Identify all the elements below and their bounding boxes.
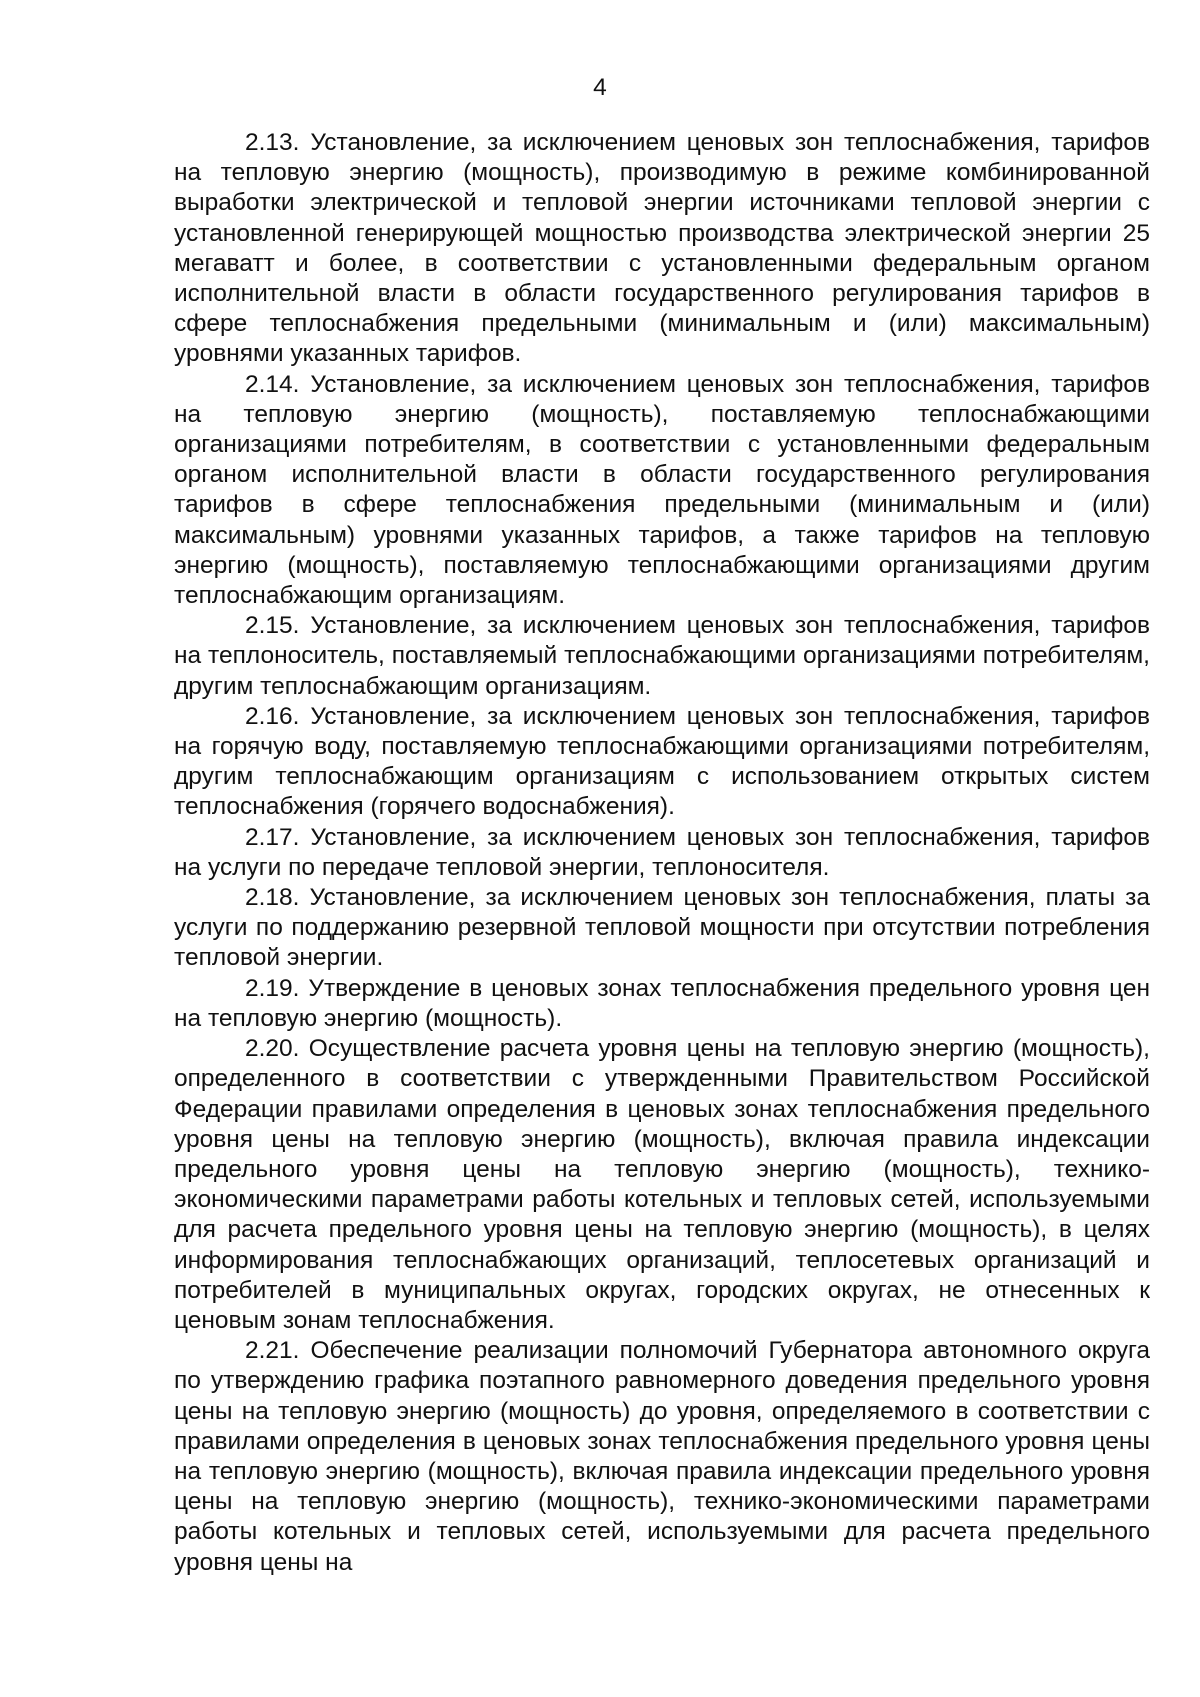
paragraph-2-17: 2.17. Установление, за исключением ценовых зон теплоснабжения, тарифов на услуги по передаче тепловой энергии, теплоносителя. [174, 823, 1150, 881]
page-number: 4 [593, 74, 607, 101]
paragraph-2-14: 2.14. Установление, за исключением ценовых зон теплоснабжения, тарифов на тепловую энергию (мощность), поставляемую теплоснабжающими организациями потребителям, в соответствии с установленными федеральным органом исполнительной власти в области государственного регулирования тарифов в сфере теплоснабжения предельными (минимальным и (или) максимальным) уровнями указанных тарифов, а также тарифов на тепловую энергию (мощность), поставляемую теплоснабжающими организациями другим теплоснабжающим организациям. [174, 370, 1150, 610]
document-body [174, 128, 1150, 1578]
paragraph-2-21: 2.21. Обеспечение реализации полномочий Губернатора автономного округа по утверждению графика поэтапного равномерного доведения предельного уровня цены на тепловую энергию (мощность) до уровня, определяемого в соответствии с правилами определения в ценовых зонах теплоснабжения предельного уровня цены на тепловую энергию (мощность), включая правила индексации предельного уровня цены на тепловую энергию (мощность), технико-экономическими параметрами работы котельных и тепловых сетей, используемыми для расчета предельного уровня цены на [174, 1337, 1150, 1576]
paragraph-2-20: 2.20. Осуществление расчета уровня цены на тепловую энергию (мощность), определенного в соответствии с утвержденными Правительством Российской Федерации правилами определения в ценовых зонах теплоснабжения предельного уровня цены на тепловую энергию (мощность), включая правила индексации предельного уровня цены на тепловую энергию (мощность), технико-экономическими параметрами работы котельных и тепловых сетей, используемыми для расчета предельного уровня цены на тепловую энергию (мощность), в целях информирования теплоснабжающих организаций, теплосетевых организаций и потребителей в муниципальных округах, городских округах, не отнесенных к ценовым зонам теплоснабжения. [174, 1035, 1150, 1334]
paragraph-2-18: 2.18. Установление, за исключением ценовых зон теплоснабжения, платы за услуги по поддержанию резервной тепловой мощности при отсутствии потребления тепловой энергии. [174, 884, 1150, 972]
paragraph-2-13: 2.13. Установление, за исключением ценовых зон теплоснабжения, тарифов на тепловую энергию (мощность), производимую в режиме комбинированной выработки электрической и тепловой энергии источниками тепловой энергии с установленной генерирующей мощностью производства электрической энергии 25 мегаватт и более, в соответствии с установленными федеральным органом исполнительной власти в области государственного регулирования тарифов в сфере теплоснабжения предельными (минимальным и (или) максимальным) уровнями указанных тарифов. [174, 129, 1150, 368]
paragraph-2-16: 2.16. Установление, за исключением ценовых зон теплоснабжения, тарифов на горячую воду, поставляемую теплоснабжающими организациями потребителям, другим теплоснабжающим организациям с использованием открытых систем теплоснабжения (горячего водоснабжения). [174, 702, 1150, 821]
paragraph-2-19: 2.19. Утверждение в ценовых зонах теплоснабжения предельного уровня цен на тепловую энергию (мощность). [174, 974, 1150, 1032]
paragraph-2-15: 2.15. Установление, за исключением ценовых зон теплоснабжения, тарифов на теплоноситель, поставляемый теплоснабжающими организациями потребителям, другим теплоснабжающим организациям. [174, 612, 1150, 700]
